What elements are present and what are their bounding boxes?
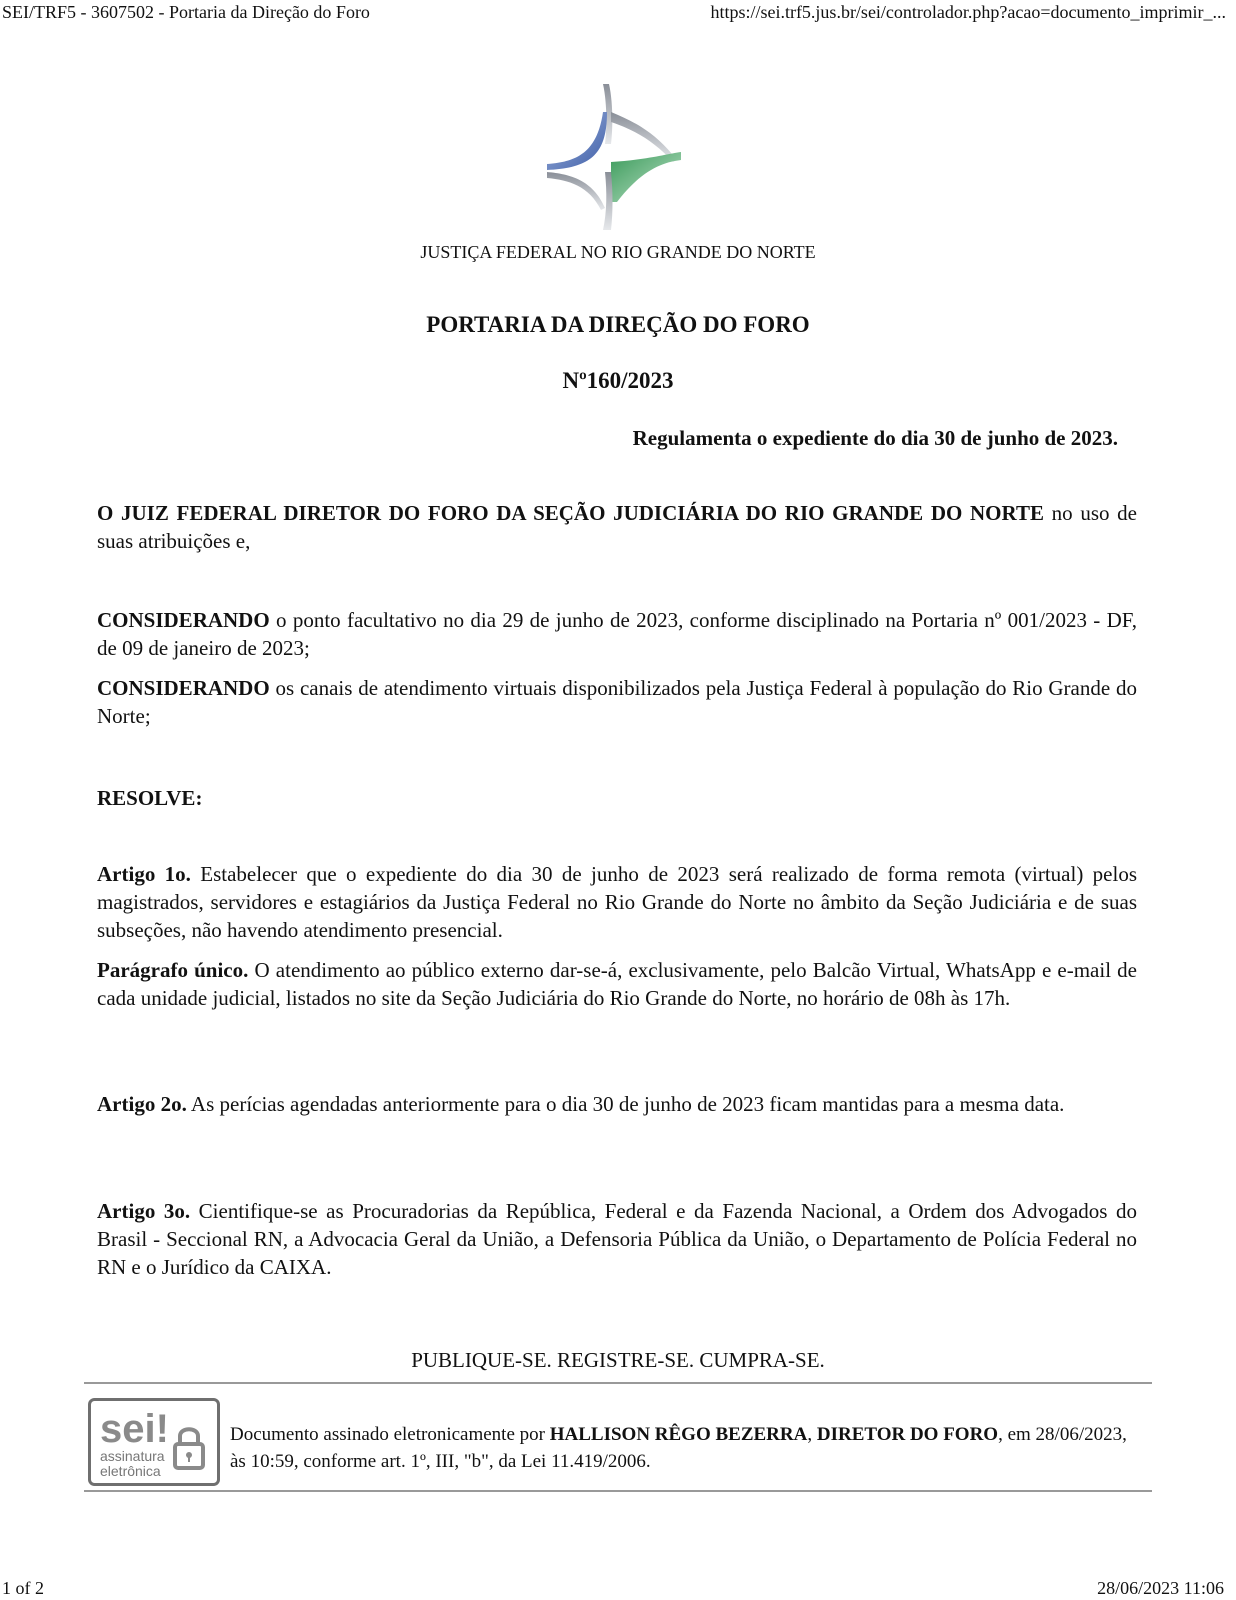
- artigo-3-paragraph: [97, 1197, 1137, 1281]
- paragrafo-unico-bold: Parágrafo único.: [97, 958, 249, 982]
- signature-bottom-rule: [84, 1490, 1152, 1492]
- signer-role: DIRETOR DO FORO: [816, 1424, 999, 1445]
- signer-name: HALLISON RÊGO BEZERRA: [549, 1424, 808, 1445]
- organization-name: JUSTIÇA FEDERAL NO RIO GRANDE DO NORTE: [420, 242, 816, 262]
- signature-text: [230, 1421, 1140, 1475]
- print-header-url: https://sei.trf5.jus.br/sei/controlador.php?acao=documento_imprimir_...: [710, 2, 1226, 22]
- considerando-2-text: os canais de atendimento virtuais disponibilizados pela Justiça Federal à população do Rio Grande do Norte;: [97, 676, 1137, 728]
- preamble-bold: O JUIZ FEDERAL DIRETOR DO FORO DA SEÇÃO JUDICIÁRIA DO RIO GRANDE DO NORTE: [97, 501, 1044, 525]
- paragrafo-unico-text: O atendimento ao público externo dar-se-á, exclusivamente, pelo Balcão Virtual, WhatsApp e e-mail de cada unidade judicial, listados no site da Seção Judiciária do Rio Grande do Norte, no horário de 08h às 17h.: [97, 958, 1137, 1010]
- considerando-1-text: o ponto facultativo no dia 29 de junho de 2023, conforme disciplinado na Portaria nº 001/2023 - DF, de 09 de janeiro de 2023;: [97, 608, 1137, 660]
- considerando-2-bold: CONSIDERANDO: [97, 676, 270, 700]
- preamble-text: no uso de suas atribuições e,: [97, 501, 1137, 553]
- print-header-title: SEI/TRF5 - 3607502 - Portaria da Direção do Foro: [2, 2, 370, 22]
- closing-formula: PUBLIQUE-SE. REGISTRE-SE. CUMPRA-SE.: [411, 1348, 825, 1372]
- signature-top-rule: [84, 1382, 1152, 1384]
- artigo-3-bold: Artigo 3o.: [97, 1199, 191, 1223]
- signature-separator: ,: [807, 1424, 817, 1445]
- print-footer-page: 1 of 2: [2, 1578, 44, 1598]
- artigo-2-paragraph: [97, 1090, 1137, 1118]
- artigo-2-text: As perícias agendadas anteriormente para o dia 30 de junho de 2023 ficam mantidas para a mesma data.: [186, 1092, 1065, 1116]
- artigo-1-bold: Artigo 1o.: [97, 862, 191, 886]
- considerando-2-paragraph: [97, 674, 1137, 730]
- document-number: Nº160/2023: [562, 368, 674, 393]
- artigo-3-text: Cientifique-se as Procuradorias da República, Federal e da Fazenda Nacional, a Ordem dos Advogados do Brasil - Seccional RN, a Advocacia Geral da União, a Defensoria Pública da União, o Departamento de Polícia Federal no RN e o Jurídico da CAIXA.: [97, 1199, 1137, 1279]
- considerando-1-paragraph: [97, 606, 1137, 662]
- sei-signature-seal: [88, 1398, 220, 1486]
- seal-line-1: assinatura: [100, 1448, 165, 1464]
- considerando-1-bold: CONSIDERANDO: [97, 608, 270, 632]
- document-ementa: Regulamenta o expediente do dia 30 de junho de 2023.: [632, 426, 1118, 450]
- document-title: PORTARIA DA DIREÇÃO DO FORO: [426, 312, 810, 337]
- justica-federal-logo: [545, 82, 690, 232]
- artigo-1-paragraph: [97, 860, 1137, 944]
- artigo-2-bold: Artigo 2o.: [97, 1092, 187, 1116]
- seal-brand: sei!: [100, 1407, 169, 1451]
- signature-suffix: , em 28/06/2023, às 10:59, conforme art. 1º, III, "b", da Lei 11.419/2006.: [230, 1424, 1127, 1472]
- artigo-1-text: Estabelecer que o expediente do dia 30 de junho de 2023 será realizado de forma remota (virtual) pelos magistrados, servidores e estagiários da Justiça Federal no Rio Grande do Norte no âmbito da Seção Judiciária e de suas subseções, não havendo atendimento presencial.: [97, 862, 1137, 942]
- signature-prefix: Documento assinado eletronicamente por: [230, 1424, 550, 1445]
- seal-line-2: eletrônica: [100, 1463, 161, 1479]
- print-footer-datetime: 28/06/2023 11:06: [1097, 1578, 1224, 1598]
- preamble-paragraph: [97, 499, 1137, 555]
- resolve-heading: RESOLVE:: [97, 786, 203, 810]
- paragrafo-unico-paragraph: [97, 956, 1137, 1012]
